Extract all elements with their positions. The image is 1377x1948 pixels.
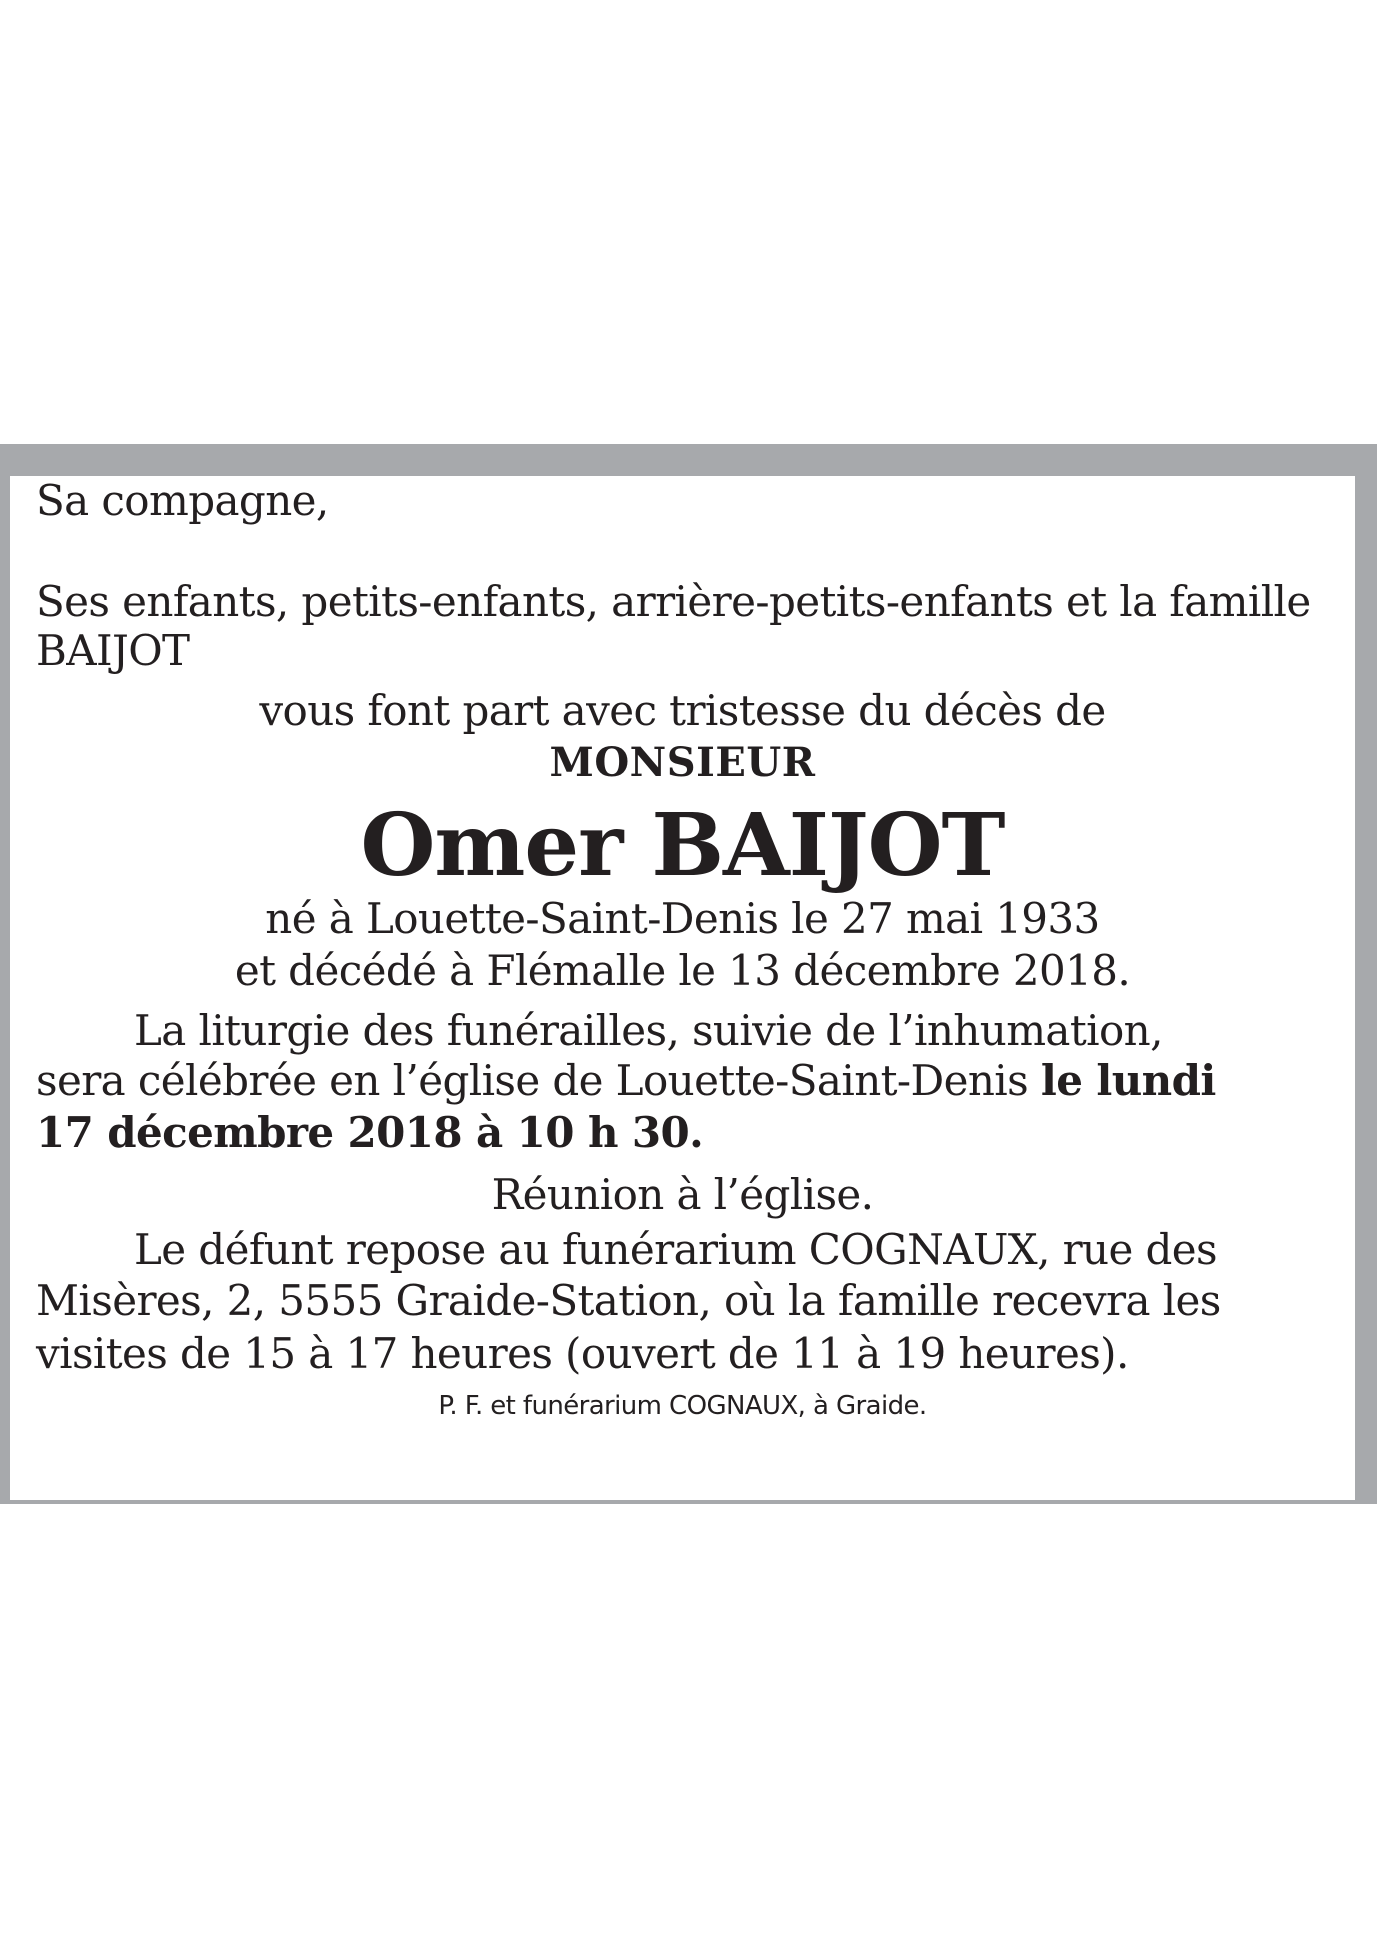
liturgy-line-2 xyxy=(36,1056,1216,1106)
liturgy-date-time: 17 décembre 2018 à 10 h 30. xyxy=(36,1108,704,1157)
death-line: et décédé à Flémalle le 13 décembre 2018. xyxy=(234,946,1131,995)
family-name-line: BAIJOT xyxy=(36,626,190,675)
liturgy-line-1: La liturgie des funérailles, suivie de l’inhumation, xyxy=(134,1006,1163,1055)
opening-line: Sa compagne, xyxy=(36,476,329,525)
rest-line-2: Misères, 2, 5555 Graide-Station, où la famille recevra les xyxy=(36,1276,1221,1325)
meeting-line: Réunion à l’église. xyxy=(491,1170,874,1219)
death-notice xyxy=(0,444,1377,1504)
liturgy-day: le lundi xyxy=(1040,1056,1216,1105)
rest-line-1: Le défunt repose au funérarium COGNAUX, rue des xyxy=(134,1225,1217,1274)
family-line: Ses enfants, petits-enfants, arrière-petits-enfants et la famille xyxy=(36,577,1311,626)
birth-line: né à Louette-Saint-Denis le 27 mai 1933 xyxy=(265,894,1100,943)
rest-line-3: visites de 15 à 17 heures (ouvert de 11 à 19 heures). xyxy=(36,1329,1129,1378)
honorific: MONSIEUR xyxy=(549,739,816,786)
liturgy-line-2-text: sera célébrée en l’église de Louette-Saint-Denis xyxy=(36,1056,1041,1105)
funeral-home-credit: P. F. et funérarium COGNAUX, à Graide. xyxy=(438,1391,927,1421)
deceased-name: Omer BAIJOT xyxy=(360,795,1005,896)
announcement-line: vous font part avec tristesse du décès de xyxy=(259,686,1106,735)
